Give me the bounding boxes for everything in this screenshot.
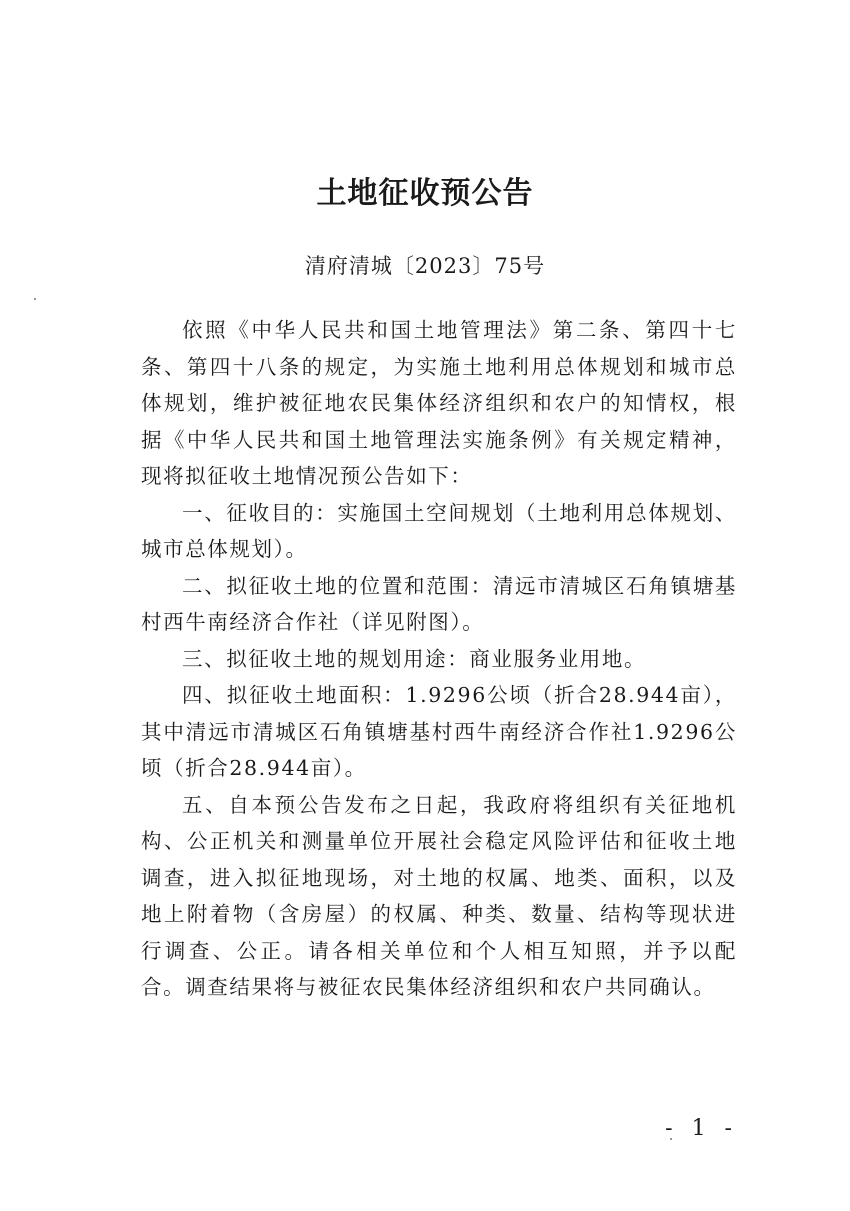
paragraph-intro: 依照《中华人民共和国土地管理法》第二条、第四十七条、第四十八条的规定，为实施土地利用总体规划和城市总体规划，维护被征地农民集体经济组织和农户的知情权，根据《中华人民共和国土地管理法实施条例》有关规定精神，现将拟征收土地情况预公告如下： [141,318,737,488]
page-number: - 1 - [665,1116,738,1141]
document-body [141,312,737,1006]
document-number: 清府清城〔2023〕75号 [304,254,546,278]
document-title: 土地征收预公告 [316,176,534,211]
paragraph-item-4: 四、拟征收土地面积：1.9296公顷（折合28.944亩），其中清远市清城区石角镇塘基村西牛南经济合作社1.9296公顷（折合28.944亩）。 [141,683,737,780]
paragraph-item-3: 三、拟征收土地的规划用途：商业服务业用地。 [182,646,647,671]
paragraph-item-2: 二、拟征收土地的位置和范围：清远市清城区石角镇塘基村西牛南经济合作社（详见附图）。 [141,573,737,634]
paragraph-item-5: 五、自本预公告发布之日起，我政府将组织有关征地机构、公正机关和测量单位开展社会稳定风险评估和征收土地调查，进入拟征地现场，对土地的权属、地类、面积，以及地上附着物（含房屋）的权属、种类、数量、结构等现状进行调查、公正。请各相关单位和个人相互知照，并予以配合。调查结果将与被征农民集体经济组织和农户共同确认。 [141,792,737,999]
scan-speck [34,298,36,300]
paragraph-item-1: 一、征收目的：实施国土空间规划（土地利用总体规划、城市总体规划）。 [141,500,737,561]
